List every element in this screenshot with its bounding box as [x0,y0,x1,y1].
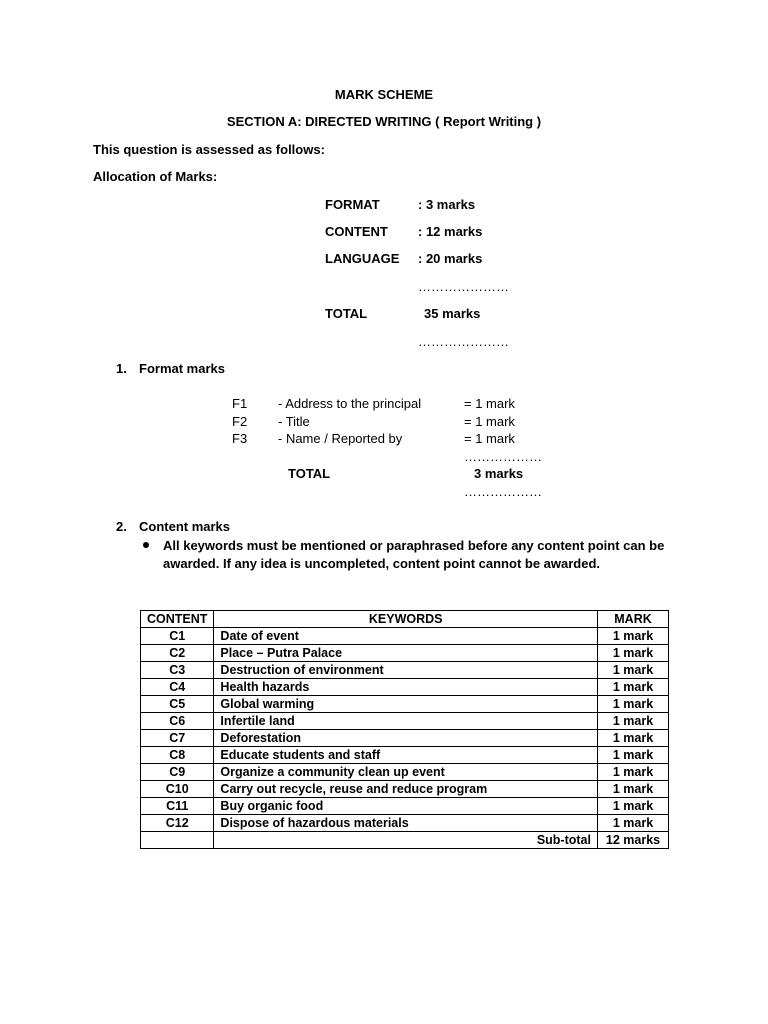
cell-mark: 1 mark [598,798,669,815]
alloc-format-label: FORMAT [325,197,380,212]
table-row [141,798,669,815]
alloc-dots-top: ………………… [418,279,509,294]
cell-keyword: Destruction of environment [214,662,598,679]
table-row [141,781,669,798]
cell-mark: 1 mark [598,713,669,730]
format-item-code: F3 [232,431,248,446]
alloc-language-label: LANGUAGE [325,251,400,266]
cell-keyword: Date of event [214,628,598,645]
format-item-mark: = 1 mark [464,431,515,446]
cell-mark: 1 mark [598,747,669,764]
assessed-text: This question is assessed as follows: [93,142,325,157]
table-row [141,679,669,696]
cell-keyword: Infertile land [214,713,598,730]
section-heading: SECTION A: DIRECTED WRITING ( Report Writing ) [226,114,542,129]
table-row [141,747,669,764]
cell-mark: 1 mark [598,645,669,662]
alloc-total-value: 35 marks [424,306,481,321]
cell-mark: 1 mark [598,730,669,747]
format-dots-top: ……………… [464,449,542,464]
cell-mark: 1 mark [598,815,669,832]
format-heading: Format marks [139,361,225,376]
header-mark: MARK [598,611,669,628]
content-number: 2. [116,519,127,534]
cell-mark: 1 mark [598,696,669,713]
cell-content-code: C7 [141,730,214,747]
table-row [141,662,669,679]
format-item-desc: - Title [278,414,310,429]
cell-content-code: C10 [141,781,214,798]
cell-mark: 1 mark [598,781,669,798]
cell-keyword: Buy organic food [214,798,598,815]
cell-content-code: C1 [141,628,214,645]
subtotal-label: Sub-total [214,832,598,849]
format-item-code: F2 [232,414,248,429]
cell-keyword: Organize a community clean up event [214,764,598,781]
cell-content-code: C9 [141,764,214,781]
header-keywords: KEYWORDS [214,611,598,628]
cell-content-code: C8 [141,747,214,764]
cell-mark: 1 mark [598,628,669,645]
format-number: 1. [116,361,127,376]
format-dots-bottom: ……………… [464,484,542,499]
table-row [141,696,669,713]
header-content: CONTENT [141,611,214,628]
table-row [141,730,669,747]
table-row [141,628,669,645]
format-total-label: TOTAL [288,466,331,481]
allocation-heading: Allocation of Marks: [93,169,218,184]
table-row [141,815,669,832]
format-item-mark: = 1 mark [464,414,515,429]
cell-keyword: Educate students and staff [214,747,598,764]
cell-content-code: C3 [141,662,214,679]
content-table [140,610,669,849]
alloc-content-value: : 12 marks [418,224,483,239]
format-item-mark: = 1 mark [464,396,515,411]
cell-content-code: C6 [141,713,214,730]
cell-keyword: Global warming [214,696,598,713]
alloc-content-label: CONTENT [325,224,388,239]
page-title: MARK SCHEME [334,87,434,102]
table-header-row [141,611,669,628]
content-heading: Content marks [139,519,231,534]
format-item-desc: - Name / Reported by [278,431,403,446]
cell-keyword: Place – Putra Palace [214,645,598,662]
bullet-text-line1: All keywords must be mentioned or paraphrased before any content point can be [163,538,665,553]
cell-keyword: Deforestation [214,730,598,747]
alloc-total-label: TOTAL [325,306,368,321]
table-row [141,645,669,662]
subtotal-value: 12 marks [598,832,669,849]
alloc-language-value: : 20 marks [418,251,483,266]
bullet-text-line2: awarded. If any idea is uncompleted, content point cannot be awarded. [163,556,601,571]
alloc-dots-bottom: ………………… [418,334,509,349]
cell-mark: 1 mark [598,679,669,696]
cell-content-code: C12 [141,815,214,832]
format-item-code: F1 [232,396,248,411]
cell-content-code: C2 [141,645,214,662]
cell-keyword: Carry out recycle, reuse and reduce program [214,781,598,798]
alloc-format-value: : 3 marks [418,197,476,212]
format-total-value: 3 marks [474,466,524,481]
cell-content-code: C4 [141,679,214,696]
format-item-desc: - Address to the principal [278,396,422,411]
cell-keyword: Health hazards [214,679,598,696]
subtotal-empty-cell [141,832,214,849]
cell-keyword: Dispose of hazardous materials [214,815,598,832]
subtotal-row [141,832,669,849]
cell-mark: 1 mark [598,764,669,781]
cell-content-code: C11 [141,798,214,815]
cell-mark: 1 mark [598,662,669,679]
bullet-icon [143,542,149,548]
cell-content-code: C5 [141,696,214,713]
table-row [141,764,669,781]
table-row [141,713,669,730]
